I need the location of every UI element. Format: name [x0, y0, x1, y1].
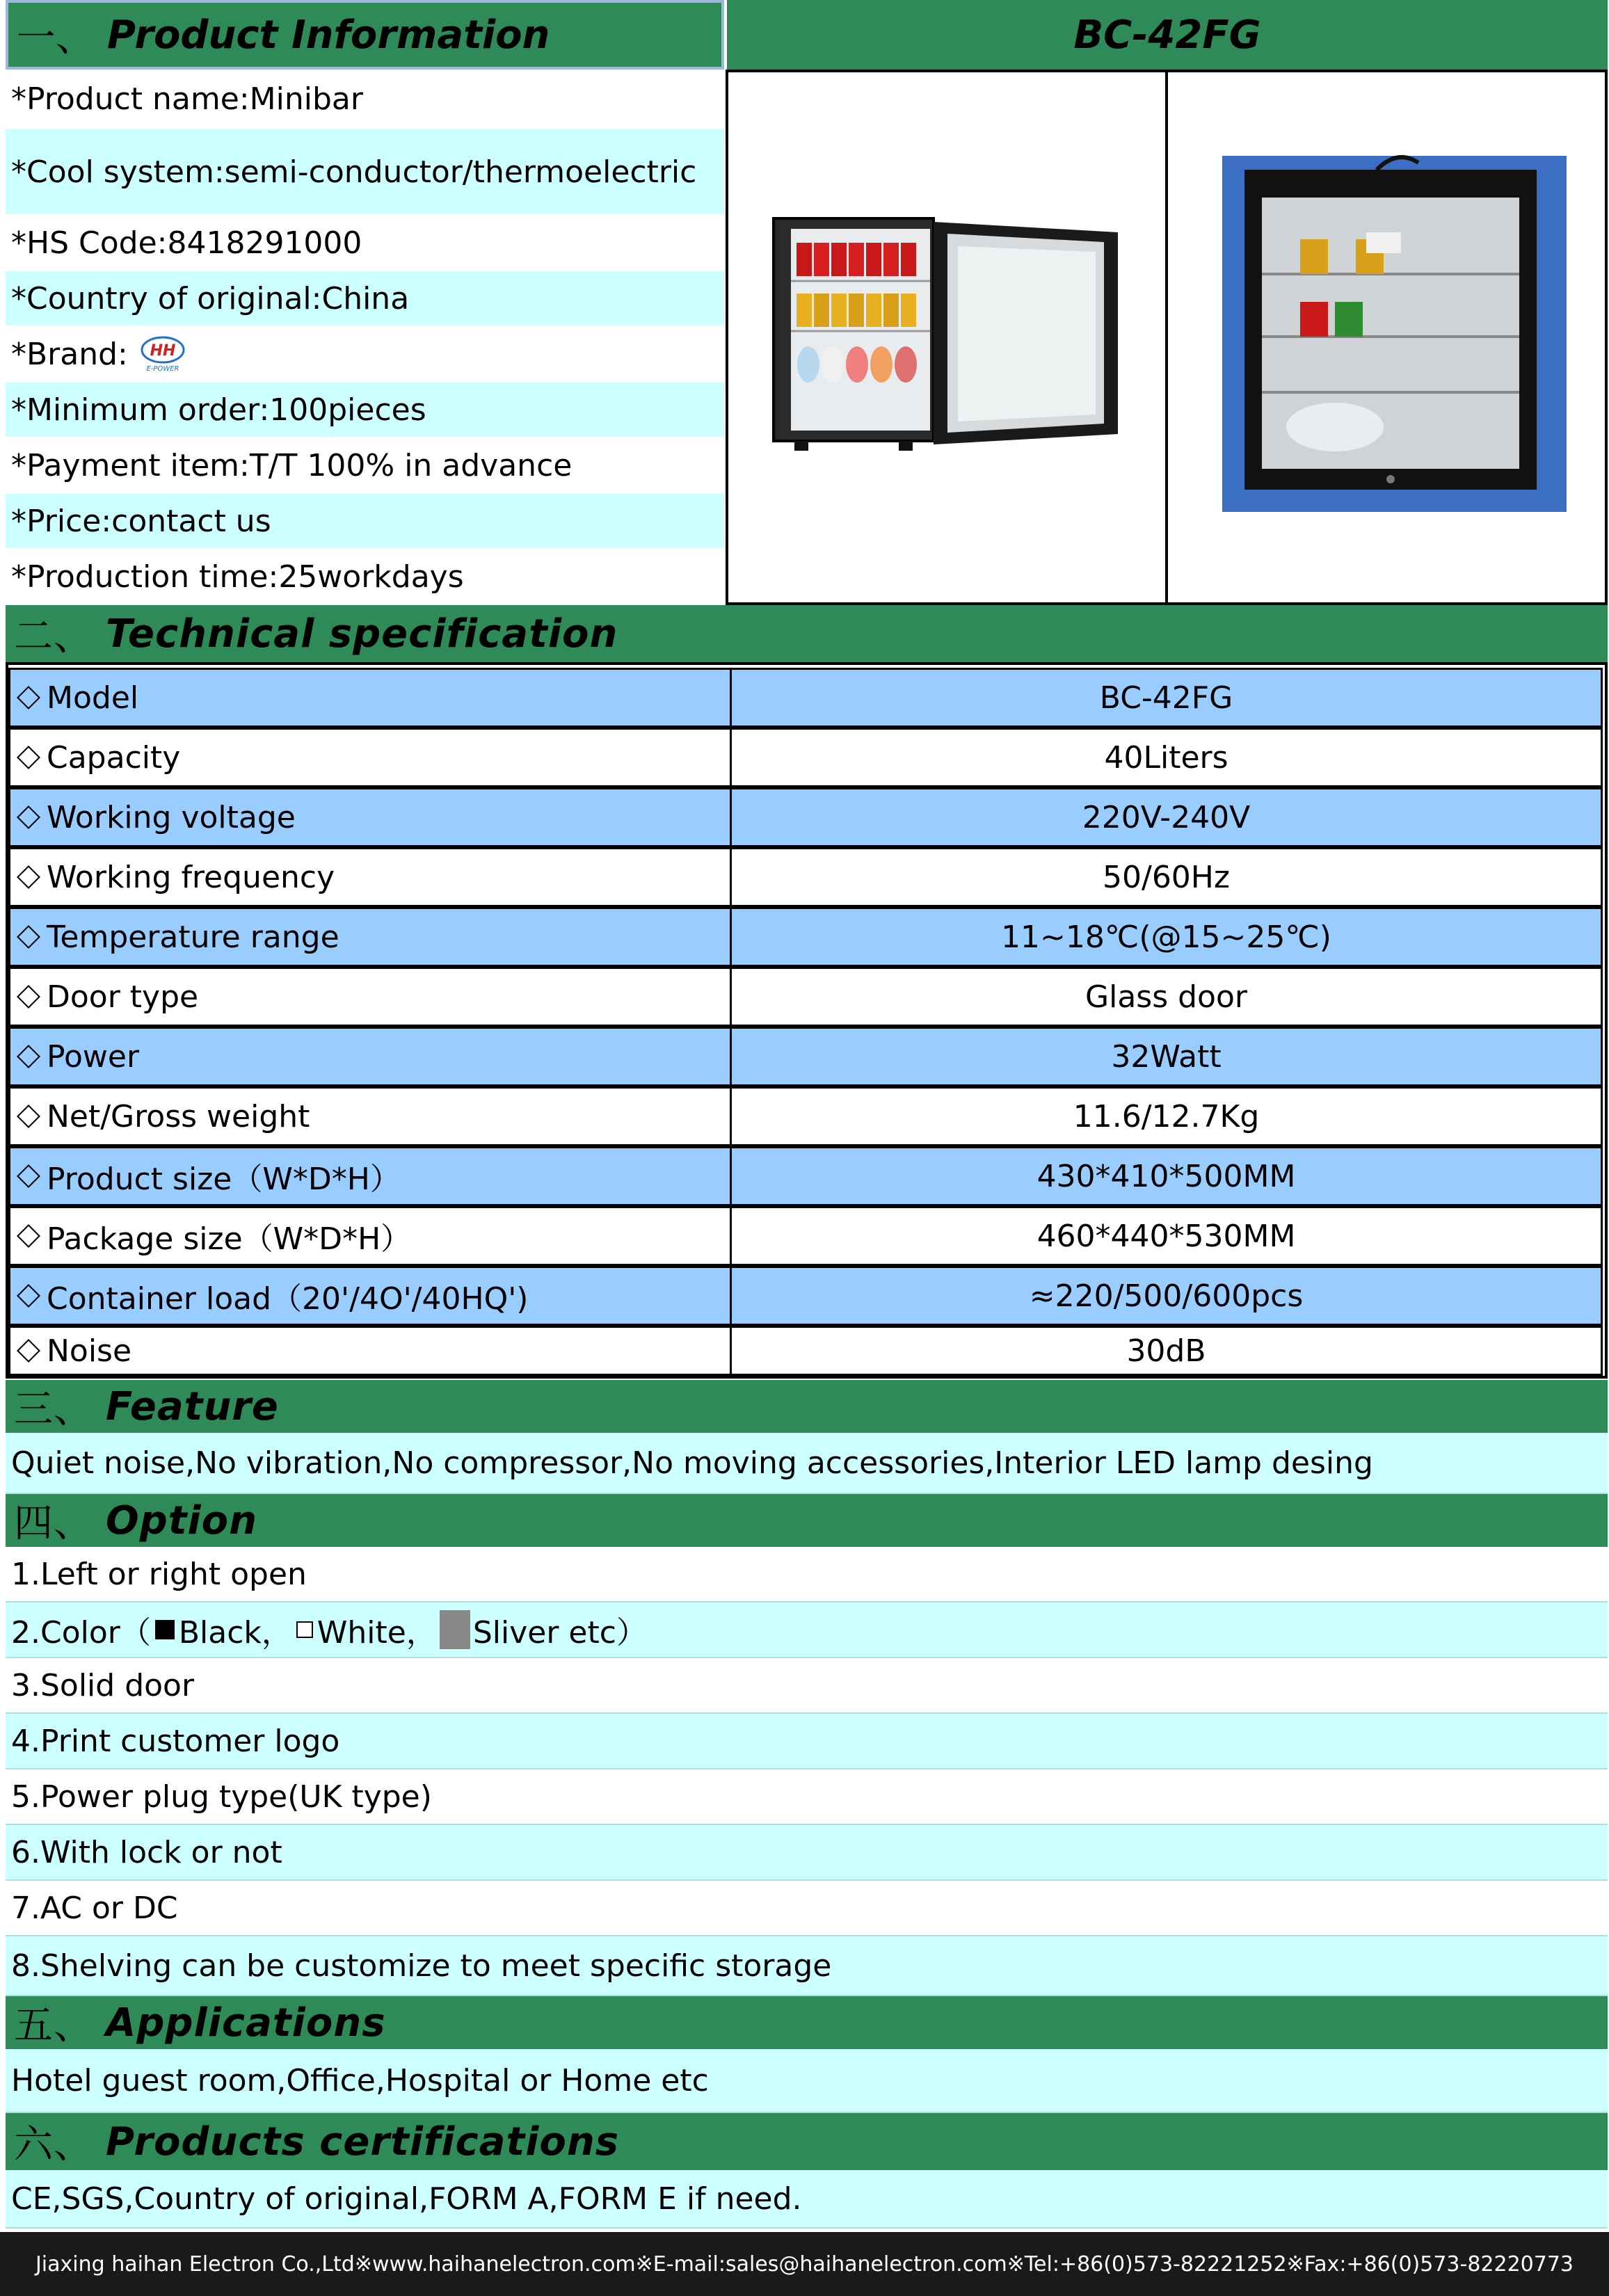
applications-header: 五、 Applications	[6, 1996, 1608, 2049]
option-header: 四、 Option	[6, 1494, 1608, 1547]
brand-logo	[135, 336, 191, 372]
product-info-header	[6, 0, 724, 70]
info-row-product-name: *Product name:Minibar	[6, 70, 724, 129]
spec-row: Capacity 40Liters	[8, 728, 1605, 787]
option-item: 7.AC or DC	[6, 1881, 1608, 1936]
model-header	[727, 0, 1608, 70]
spec-row: Door type Glass door	[8, 967, 1605, 1027]
info-row-country: *Country of original:China	[6, 271, 724, 327]
svg-text:E-POWER: E-POWER	[146, 365, 179, 372]
white-swatch-icon	[296, 1621, 313, 1638]
section-title: Feature	[106, 1383, 279, 1429]
spec-row: Noise 30dB	[8, 1326, 1605, 1376]
spec-table	[6, 662, 1608, 1379]
info-row-brand: *Brand: HH E-POWER	[6, 327, 724, 383]
spec-row: Model BC-42FG	[8, 668, 1605, 728]
svg-text:HH: HH	[150, 342, 176, 360]
option-item: 6.With lock or not	[6, 1825, 1608, 1881]
spec-row: Product size（W*D*H） 430*410*500MM	[8, 1146, 1605, 1206]
silver-swatch-icon	[440, 1610, 470, 1649]
diamond-icon	[17, 865, 40, 889]
section-title: Technical specification	[106, 611, 618, 657]
diamond-icon	[17, 1164, 40, 1188]
image-frame-left	[726, 70, 1168, 605]
footer-contact: Jiaxing haihan Electron Co.,Ltd※www.haihanelectron.com※E-mail:sales@haihanelectron.com※Tel:+86(0)573-82221252※Fax:+86(0)573-82220773	[0, 2232, 1609, 2296]
option-item: 8.Shelving can be customize to meet specific storage	[6, 1936, 1608, 1996]
section-title: Products certifications	[106, 2119, 620, 2165]
diamond-icon	[17, 805, 40, 829]
info-row-price: *Price:contact us	[6, 494, 724, 549]
option-item: 3.Solid door	[6, 1658, 1608, 1714]
section-title: Option	[106, 1498, 257, 1543]
black-swatch-icon	[155, 1620, 175, 1639]
diamond-icon	[17, 746, 40, 769]
diamond-icon	[17, 1224, 40, 1248]
minibar-open-door-image	[728, 72, 1165, 602]
certifications-text: CE,SGS,Country of original,FORM A,FORM E if need.	[6, 2170, 1608, 2229]
spec-row: Power 32Watt	[8, 1027, 1605, 1086]
spec-row: Working voltage 220V-240V	[8, 787, 1605, 847]
spec-row: Net/Gross weight 11.6/12.7Kg	[8, 1086, 1605, 1146]
section-title: Product Information	[107, 12, 550, 58]
diamond-icon	[17, 1339, 40, 1363]
diamond-icon	[17, 925, 40, 949]
option-item: 4.Print customer logo	[6, 1714, 1608, 1769]
image-frame-right	[1165, 70, 1608, 605]
option-item-color: 2.Color（ Black， White， Sliver etc）	[6, 1603, 1608, 1658]
info-row-cool-system: *Cool system:semi-conductor/thermoelectric	[6, 129, 724, 216]
model-title: BC-42FG	[1073, 12, 1261, 58]
info-row-hs-code: *HS Code:8418291000	[6, 216, 724, 271]
applications-text: Hotel guest room,Office,Hospital or Home etc	[6, 2049, 1608, 2113]
diamond-icon	[17, 1105, 40, 1128]
diamond-icon	[17, 985, 40, 1009]
spec-row: Package size（W*D*H） 460*440*530MM	[8, 1206, 1605, 1266]
diamond-icon	[17, 686, 40, 709]
diamond-icon	[17, 1284, 40, 1308]
section-number: 一、	[17, 15, 95, 61]
minibar-closed-door-image	[1168, 72, 1605, 602]
spec-row: Container load（20'/4O'/40HQ') ≈220/500/600pcs	[8, 1266, 1605, 1326]
certifications-header: 六、 Products certifications	[6, 2113, 1608, 2170]
diamond-icon	[17, 1045, 40, 1068]
technical-spec-header: 二、 Technical specification	[6, 605, 1608, 662]
spec-row: Working frequency 50/60Hz	[8, 847, 1605, 907]
info-row-minimum-order: *Minimum order:100pieces	[6, 383, 724, 438]
spec-row: Temperature range 11~18℃(@15~25℃)	[8, 907, 1605, 967]
info-row-production-time: *Production time:25workdays	[6, 549, 724, 605]
option-item: 5.Power plug type(UK type)	[6, 1769, 1608, 1825]
section-title: Applications	[106, 2000, 386, 2046]
option-item: 1.Left or right open	[6, 1547, 1608, 1603]
feature-header: 三、 Feature	[6, 1380, 1608, 1433]
info-row-payment: *Payment item:T/T 100% in advance	[6, 438, 724, 494]
feature-text: Quiet noise,No vibration,No compressor,No moving accessories,Interior LED lamp desing	[6, 1433, 1608, 1494]
